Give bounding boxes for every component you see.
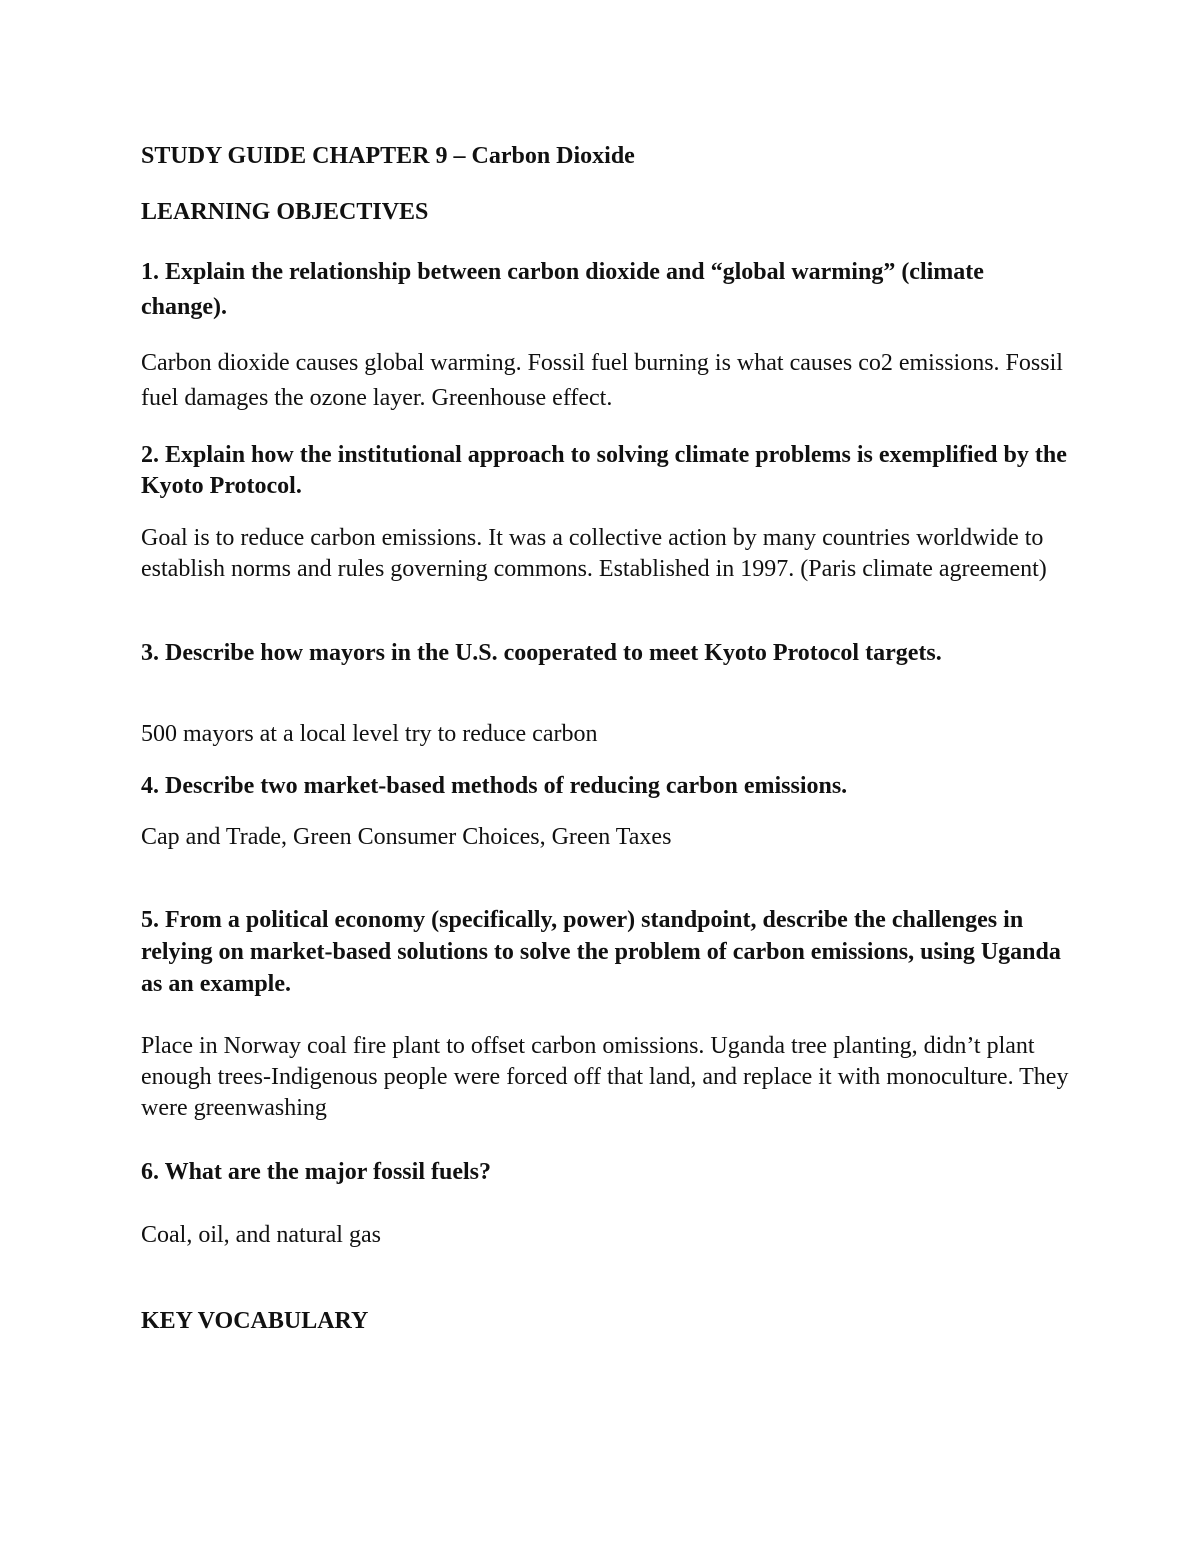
question-4: 4. Describe two market-based methods of reducing carbon emissions. [141, 773, 848, 799]
learning-objectives-heading: LEARNING OBJECTIVES [141, 199, 429, 225]
page-title: STUDY GUIDE CHAPTER 9 – Carbon Dioxide [141, 143, 635, 169]
answer-1: Carbon dioxide causes global warming. Fossil fuel burning is what causes co2 emissions. Fossil fuel damages the ozone layer. Greenhouse effect. [141, 350, 1063, 411]
question-2: 2. Explain how the institutional approach to solving climate problems is exemplified by the Kyoto Protocol. [141, 442, 1067, 499]
key-vocabulary-heading: KEY VOCABULARY [141, 1308, 369, 1334]
answer-6: Coal, oil, and natural gas [141, 1222, 381, 1248]
question-6: 6. What are the major fossil fuels? [141, 1159, 491, 1185]
answer-4: Cap and Trade, Green Consumer Choices, Green Taxes [141, 824, 672, 850]
question-5: 5. From a political economy (specifically, power) standpoint, describe the challenges in relying on market-based solutions to solve the problem of carbon emissions, using Uganda as an example. [141, 907, 1061, 997]
question-1: 1. Explain the relationship between carbon dioxide and “global warming” (climate change). [141, 259, 984, 320]
question-3: 3. Describe how mayors in the U.S. cooperated to meet Kyoto Protocol targets. [141, 640, 942, 666]
answer-2: Goal is to reduce carbon emissions. It was a collective action by many countries worldwide to establish norms and rules governing commons. Established in 1997. (Paris climate agreement) [141, 525, 1047, 582]
answer-5: Place in Norway coal fire plant to offset carbon omissions. Uganda tree planting, didn’t plant enough trees-Indigenous people were forced off that land, and replace it with monoculture. They were greenwashing [141, 1033, 1069, 1121]
answer-3: 500 mayors at a local level try to reduce carbon [141, 721, 598, 747]
